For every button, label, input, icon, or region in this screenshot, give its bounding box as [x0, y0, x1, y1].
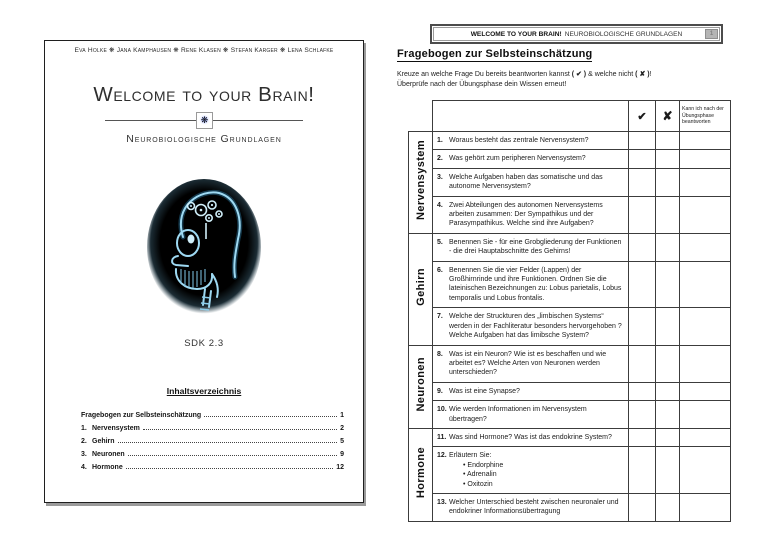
running-header-subtitle: NEUROBIOLOGISCHE GRUNDLAGEN	[564, 30, 683, 38]
question-cell	[433, 132, 629, 150]
cross-answer-cell[interactable]	[656, 261, 680, 308]
running-header-title: WELCOME TO YOUR BRAIN!	[470, 30, 562, 38]
check-answer-cell[interactable]	[629, 401, 656, 429]
question-row	[409, 261, 731, 308]
category-label: Neuronen	[414, 356, 427, 412]
question-row	[409, 401, 731, 429]
question-text: Benennen Sie die vier Felder (Lappen) der Großhirnrinde und ihre Funktionen. Ordnen Sie die lateinischen Bezeichnungen zu: Lobus parietalis, Lobus temporalis und Lobus frontalis.	[449, 266, 622, 302]
page-number-badge: 1	[705, 29, 718, 39]
question-cell	[433, 345, 629, 382]
title-divider	[105, 112, 303, 128]
question-number: 4.	[437, 201, 443, 209]
question-number: 8.	[437, 350, 443, 358]
question-row	[409, 308, 731, 345]
intro-pre: Kreuze an welche Frage Du bereits beantworten kannst	[397, 71, 572, 78]
intro-checkmark: ( ✔ )	[571, 71, 587, 78]
toc-title: Inhaltsverzeichnis	[166, 386, 242, 396]
after-practice-answer-cell[interactable]	[680, 447, 731, 494]
toc-item-label: Gehirn	[92, 438, 115, 445]
question-row	[409, 132, 731, 150]
intro-line2: Überprüfe nach der Übungsphase dein Wissen erneut!	[397, 80, 567, 88]
question-text: Was ist eine Synapse?	[449, 387, 520, 395]
question-cell	[433, 493, 629, 521]
check-answer-cell[interactable]	[629, 196, 656, 233]
question-number: 5.	[437, 238, 443, 246]
toc-leader-dots	[143, 429, 337, 430]
after-practice-answer-cell[interactable]	[680, 382, 731, 400]
question-number: 7.	[437, 313, 443, 321]
question-cell	[433, 308, 629, 345]
running-header	[430, 24, 723, 44]
question-number: 13.	[437, 498, 447, 506]
brain-xray-image	[45, 177, 363, 323]
intro-mid: & welche nicht	[586, 71, 636, 78]
subtitle: Neurobiologische Grundlagen	[126, 133, 282, 145]
question-text: Zwei Abteilungen des autonomen Nervensystems arbeiten zusammen: Der Sympathikus und der Parasympathikus. Welche sind ihre Aufgaben?	[449, 201, 603, 228]
after-practice-answer-cell[interactable]	[680, 345, 731, 382]
question-cell	[433, 401, 629, 429]
cross-answer-cell[interactable]	[656, 493, 680, 521]
question-cell	[433, 233, 629, 261]
left-page	[44, 40, 364, 503]
category-label: Hormone	[414, 446, 427, 498]
cross-answer-cell[interactable]	[656, 150, 680, 168]
after-practice-answer-cell[interactable]	[680, 401, 731, 429]
toc-page-number: 5	[340, 438, 344, 445]
question-text: Benennen Sie - für eine Grobgliederung der Funktionen - die drei Hauptabschnitte des Gehirns!	[449, 238, 622, 256]
question-number: 1.	[437, 137, 443, 144]
version-label: SDK 2.3	[184, 338, 224, 349]
question-row	[409, 345, 731, 382]
cross-answer-cell[interactable]	[656, 233, 680, 261]
toc-item-label: Hormone	[92, 464, 123, 471]
toc-leader-dots	[126, 468, 333, 469]
check-answer-cell[interactable]	[629, 150, 656, 168]
header-question-cell	[433, 101, 629, 132]
check-answer-cell[interactable]	[629, 345, 656, 382]
toc-item-label: Neuronen	[92, 451, 125, 458]
after-practice-answer-cell[interactable]	[680, 261, 731, 308]
check-answer-cell[interactable]	[629, 382, 656, 400]
after-practice-answer-cell[interactable]	[680, 196, 731, 233]
toc-list	[81, 406, 344, 471]
question-number: 9.	[437, 387, 443, 395]
toc-item[interactable]	[81, 419, 344, 432]
question-row	[409, 447, 731, 494]
category-cell	[409, 233, 433, 345]
running-header-inner	[433, 27, 720, 41]
check-answer-cell[interactable]	[629, 428, 656, 446]
question-cell	[433, 428, 629, 446]
question-row	[409, 150, 731, 168]
question-cell	[433, 196, 629, 233]
toc-page-number: 2	[340, 425, 344, 432]
after-practice-column-header: Kann ich nach der Übungsphase beantworten	[680, 101, 731, 132]
intro-post: !	[649, 71, 652, 78]
after-practice-answer-cell[interactable]	[680, 168, 731, 196]
question-text: Welche der Struckturen des „limbischen Systems“ werden in der Fachliteratur besonders hervorgehoben ? Welche Aufgaben hat das limibsche System?	[449, 313, 622, 340]
question-row	[409, 428, 731, 446]
toc-item-number: 3.	[81, 451, 87, 458]
cross-answer-cell[interactable]	[656, 168, 680, 196]
cross-answer-cell[interactable]	[656, 382, 680, 400]
toc-item-number: 4.	[81, 464, 87, 471]
cross-answer-cell[interactable]	[656, 308, 680, 345]
cross-answer-cell[interactable]	[656, 132, 680, 150]
question-cell	[433, 261, 629, 308]
question-text: Wie werden Informationen im Nervensystem übertragen?	[449, 406, 587, 423]
after-practice-answer-cell[interactable]	[680, 493, 731, 521]
question-number: 10.	[437, 406, 447, 414]
category-cell	[409, 345, 433, 428]
question-number: 12.	[437, 452, 447, 460]
toc-page-number: 12	[336, 464, 344, 471]
category-cell	[409, 428, 433, 521]
question-bullet-list: • Endorphine • Adrenalin • Oxitozin	[449, 461, 624, 489]
toc-item[interactable]	[81, 445, 344, 458]
questions-table	[408, 100, 731, 522]
self-assessment-heading: Fragebogen zur Selbsteinschätzung	[397, 48, 593, 60]
authors-line: Eva Holke ❋ Jana Kamphausen ❋ Rene Klasen ❋ Stefan Karger ❋ Lena Schlafke	[74, 47, 334, 54]
header-corner-cell	[409, 101, 433, 132]
question-text: Welcher Unterschied besteht zwischen neuronaler und endokriner Informationsübertragung	[449, 498, 619, 516]
cross-answer-cell[interactable]	[656, 401, 680, 429]
toc-item[interactable]	[81, 432, 344, 445]
cross-answer-cell[interactable]	[656, 345, 680, 382]
question-text: Was sind Hormone? Was ist das endokrine System?	[449, 433, 612, 441]
after-practice-answer-cell[interactable]	[680, 132, 731, 150]
question-number: 3.	[437, 173, 443, 181]
divider-star-box	[196, 112, 213, 129]
toc-item-label: Nervensystem	[92, 425, 140, 432]
intro-crossmark: ( ✘ )	[635, 71, 650, 78]
table-header-row	[409, 101, 731, 132]
question-row	[409, 382, 731, 400]
check-answer-cell[interactable]	[629, 233, 656, 261]
toc-item[interactable]	[81, 458, 344, 471]
question-text: Was ist ein Neuron? Wie ist es beschaffen und wie arbeitet es? Welche Arten von Neuronen werden unterschieden?	[449, 350, 607, 377]
category-cell	[409, 132, 433, 234]
check-answer-cell[interactable]	[629, 168, 656, 196]
toc-leader-dots	[204, 416, 337, 417]
cross-answer-cell[interactable]	[656, 196, 680, 233]
check-answer-cell[interactable]	[629, 308, 656, 345]
toc-leader-dots	[118, 442, 338, 443]
toc-item-number: 2.	[81, 438, 87, 445]
cross-column-header	[656, 101, 680, 132]
question-text: Welche Aufgaben haben das somatische und das autonome Nervensystem?	[449, 173, 603, 191]
brain-xray-svg	[145, 177, 263, 323]
after-practice-answer-cell[interactable]	[680, 233, 731, 261]
check-answer-cell[interactable]	[629, 261, 656, 308]
toc-page-number: 9	[340, 451, 344, 458]
intro-text	[397, 70, 717, 89]
question-row	[409, 168, 731, 196]
cross-answer-cell[interactable]	[656, 447, 680, 494]
question-cell	[433, 150, 629, 168]
check-answer-cell[interactable]	[629, 447, 656, 494]
toc-item-label: Fragebogen zur Selbsteinschätzung	[81, 412, 202, 419]
category-label: Gehirn	[414, 267, 427, 306]
question-row	[409, 196, 731, 233]
category-label: Nervensystem	[414, 139, 427, 220]
question-row	[409, 233, 731, 261]
toc-item[interactable]	[81, 406, 344, 419]
question-row	[409, 493, 731, 521]
sun-star-icon: ❋	[200, 115, 209, 125]
question-cell	[433, 168, 629, 196]
question-number: 6.	[437, 266, 443, 274]
after-practice-answer-cell[interactable]	[680, 428, 731, 446]
checkmark-icon: ✔	[637, 110, 647, 123]
question-number: 11.	[437, 433, 447, 441]
check-answer-cell[interactable]	[629, 132, 656, 150]
check-answer-cell[interactable]	[629, 493, 656, 521]
main-title: Welcome to your Brain!	[93, 83, 315, 106]
question-text: Erläutern Sie: • Endorphine • Adrenalin • Oxitozin	[449, 451, 624, 489]
after-practice-answer-cell[interactable]	[680, 308, 731, 345]
cross-answer-cell[interactable]	[656, 428, 680, 446]
cross-icon: ✘	[662, 109, 673, 123]
question-cell	[433, 382, 629, 400]
question-text: Woraus besteht das zentrale Nervensystem?	[449, 137, 589, 144]
questions-tbody	[409, 101, 731, 522]
toc-item-number: 1.	[81, 425, 87, 432]
toc-leader-dots	[128, 455, 337, 456]
question-text: Was gehört zum peripheren Nervensystem?	[449, 155, 586, 163]
question-number: 2.	[437, 155, 443, 163]
question-cell	[433, 447, 629, 494]
check-column-header	[629, 101, 656, 132]
toc-page-number: 1	[340, 412, 344, 419]
after-practice-answer-cell[interactable]	[680, 150, 731, 168]
